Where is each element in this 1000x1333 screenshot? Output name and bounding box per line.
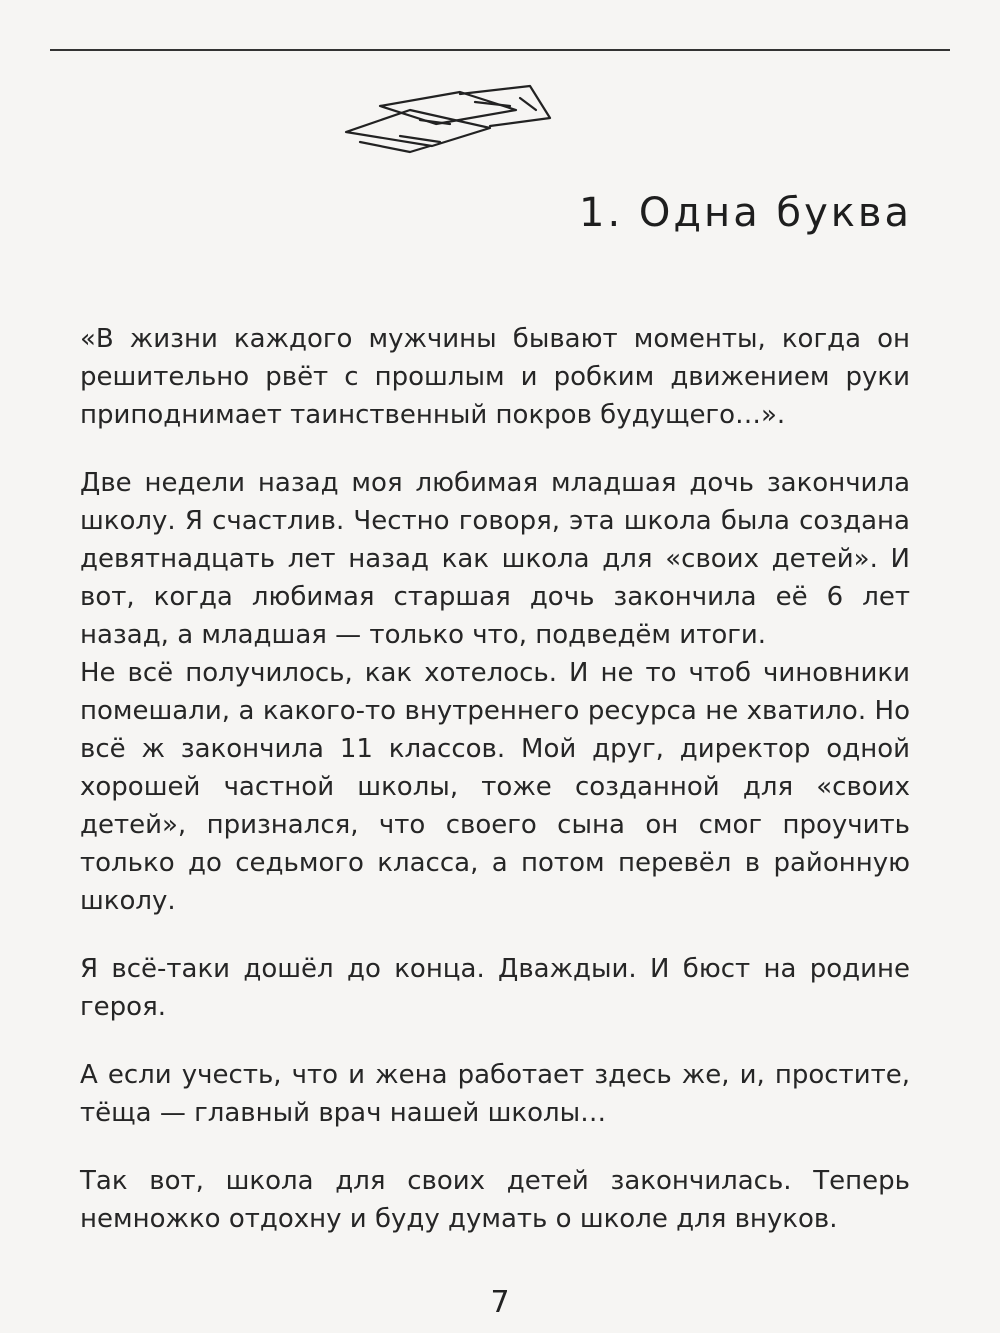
header-rule: [50, 49, 950, 51]
chapter-title: 1. Одна буква: [579, 190, 912, 236]
papers-ornament-icon: [340, 80, 570, 160]
paragraph-finished: Я всё-таки дошёл до конца. Дваждыи. И бюст на родине героя.: [80, 954, 910, 1022]
paragraph-school-over: Так вот, школа для своих детей закончилась. Теперь немножко отдохну и буду думать о школе для внуков.: [80, 1166, 910, 1234]
paragraph-not-everything: Не всё получилось, как хотелось. И не то чтоб чиновники помешали, а какого-то внутреннего ресурса не хватило. Но всё ж закончила 11 классов. Мой друг, директор одной хорошей частной школы, тоже созданной для «своих детей», признался, что своего сына он смог проучить только до седьмого класса, а потом перевёл в районную школу.: [80, 658, 910, 916]
page-number: 7: [490, 1285, 510, 1320]
paragraph-epigraph: «В жизни каждого мужчины бывают моменты, когда он решительно рвёт с прошлым и робким движением руки приподнимает таинственный покров будущего…».: [80, 324, 910, 430]
paragraph-two-weeks-ago: Две недели назад моя любимая младшая дочь закончила школу. Я счастлив. Честно говоря, эта школа была создана девятнадцать лет назад как школа для «своих детей». И вот, когда любимая старшая дочь закончила её 6 лет назад, а младшая — только что, подведём итоги.: [80, 468, 910, 650]
paragraph-wife-and-mother-in-law: А если учесть, что и жена работает здесь же, и, простите, тёща — главный врач нашей школы…: [80, 1060, 910, 1128]
chapter-body: [80, 320, 910, 1238]
